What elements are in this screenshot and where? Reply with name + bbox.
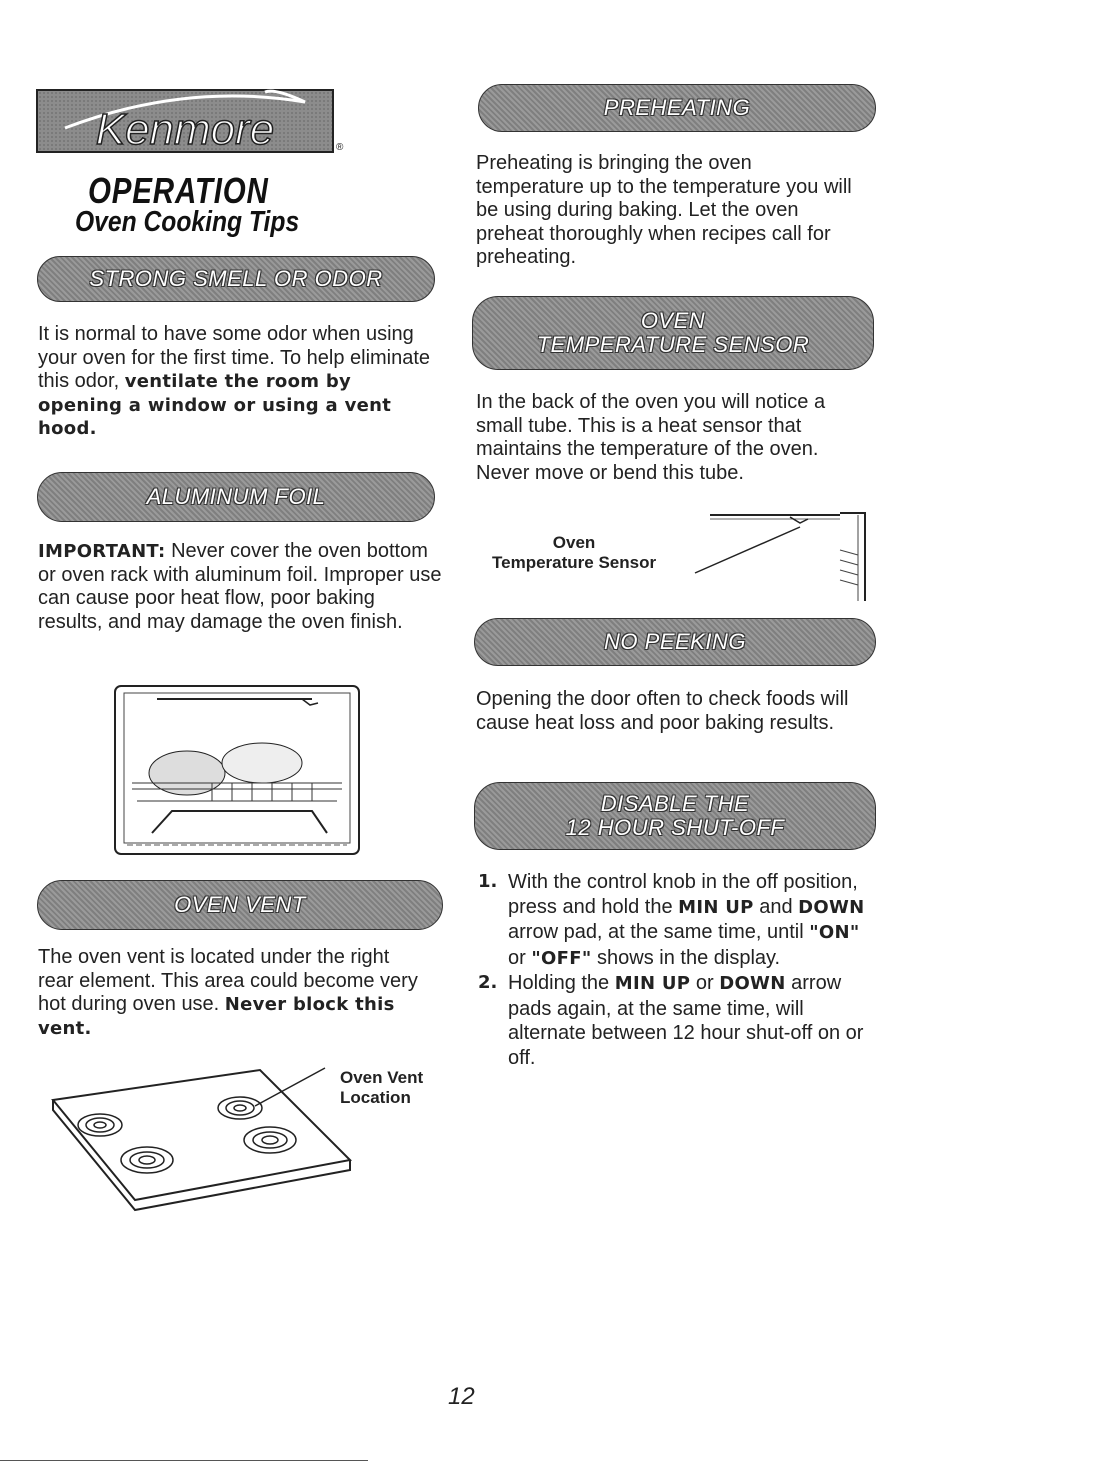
min-up-key: MIN UP [678, 896, 754, 918]
ventilate-instruction: ventilate the room by opening a window or using a vent hood. [38, 371, 392, 439]
down-key: DOWN [719, 973, 786, 994]
oven-vent-text: The oven vent is located under the right rear element. This area could become very hot during oven use. Never block this vent. [38, 946, 418, 1039]
section-header-oven-vent: OVEN VENT [37, 880, 443, 930]
never-block-warning: Never block this vent. [38, 994, 395, 1039]
min-up-key: MIN UP [614, 973, 691, 994]
kenmore-logo [35, 88, 335, 154]
cooktop-illustration [45, 1060, 355, 1215]
svg-text:Kenmore: Kenmore [95, 105, 275, 154]
no-peeking-text: Opening the door often to check foods will cause heat loss and poor baking results. [476, 688, 849, 734]
section-header-strong-smell: STRONG SMELL OR ODOR [37, 256, 435, 302]
page-number: 12 [448, 1383, 475, 1410]
section-header-disable-shutoff: DISABLE THE 12 HOUR SHUT-OFF [474, 782, 876, 850]
preheating-text: Preheating is bringing the oven temperature up to the temperature you will be using during baking. Let the oven preheat thoroughly when recipes call for preheating. [476, 152, 852, 268]
temperature-sensor-text: In the back of the oven you will notice a small tube. This is a heat sensor that maintains the temperature of the oven. Never move or bend this tube. [476, 391, 826, 484]
section-header-preheating: PREHEATING [478, 84, 876, 132]
page-title: OPERATION [88, 170, 269, 211]
strong-smell-text: It is normal to have some odor when using your oven for the first time. To help eliminate this odor, ventilate the room by opening a window or using a vent hood. [38, 323, 431, 439]
temperature-sensor-caption: Oven Temperature Sensor [492, 533, 657, 572]
step-2: 2. Holding the MIN UP or DOWN arrow pads again, at the same time, will alternate between 12 hour shut-off on or off. [478, 972, 864, 1069]
off-indicator: "OFF" [531, 947, 592, 969]
step-1: 1. With the control knob in the off position, press and hold the MIN UP and DOWN arrow pad, at the same time, until "ON" or "OFF" shows in the display. [478, 871, 865, 969]
oven-vent-caption: Oven Vent Location [340, 1068, 424, 1107]
aluminum-foil-text: IMPORTANT: Never cover the oven bottom or oven rack with aluminum foil. Improper use can cause poor heat flow, poor baking results, and may damage the oven finish. [38, 540, 442, 633]
section-header-aluminum-foil: ALUMINUM FOIL [37, 472, 435, 522]
down-key: DOWN [798, 896, 865, 918]
disable-shutoff-steps [478, 870, 876, 1070]
important-label: IMPORTANT: [38, 541, 166, 562]
on-indicator: "ON" [809, 922, 860, 943]
oven-cavity-illustration [112, 683, 362, 858]
footer-rule [0, 1460, 368, 1461]
page-subtitle: Oven Cooking Tips [75, 206, 300, 238]
trademark-mark: ® [336, 142, 344, 153]
section-header-no-peeking: NO PEEKING [474, 618, 876, 666]
section-header-temperature-sensor: OVEN TEMPERATURE SENSOR [472, 296, 874, 370]
temperature-sensor-illustration [690, 505, 880, 605]
